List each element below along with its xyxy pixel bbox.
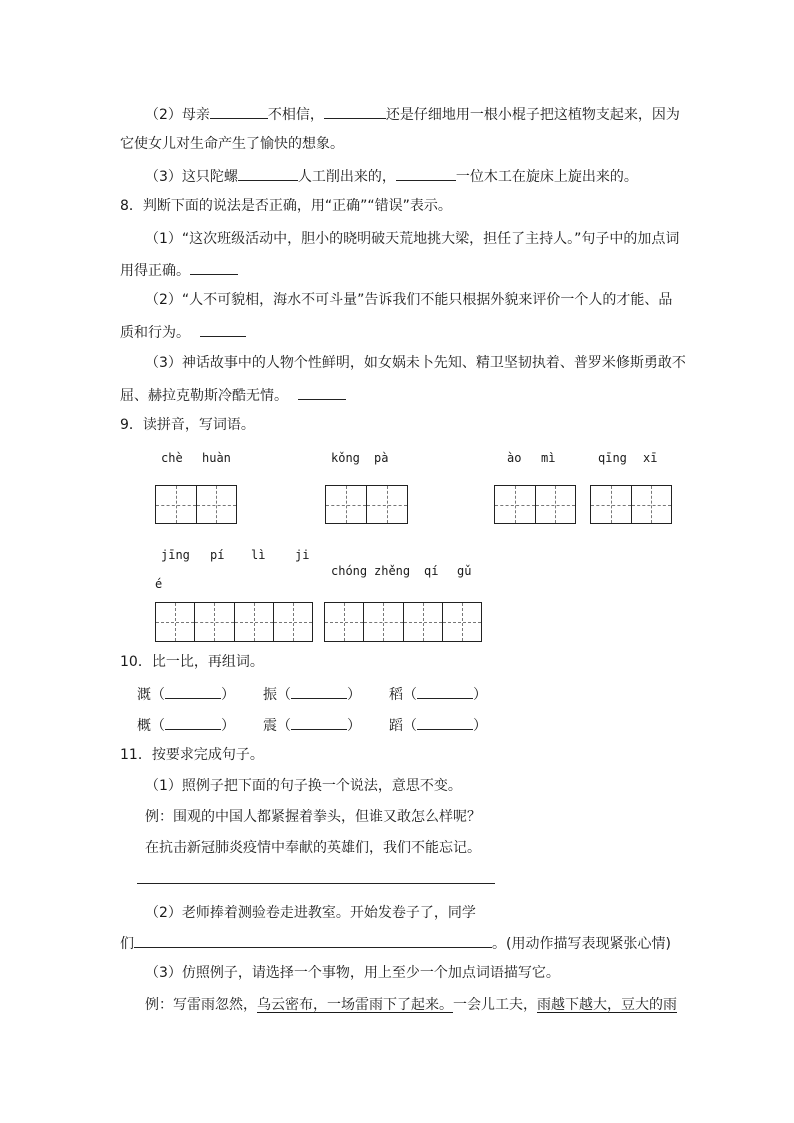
word-blank[interactable] <box>417 714 473 730</box>
grid-cell[interactable] <box>234 603 273 641</box>
pinyin: huàn <box>202 451 231 465</box>
q10-pair <box>263 714 361 736</box>
pinyin: xī <box>643 451 658 465</box>
paren: ） <box>221 718 235 734</box>
q11-item1: （1）照例子把下面的句子换一个说法，意思不变。 <box>145 778 462 794</box>
text: 。(用动作描写表现紧张心情) <box>492 936 671 952</box>
text: 例：写雷雨忽然， <box>145 997 257 1013</box>
word-blank[interactable] <box>291 683 347 699</box>
writing-grid[interactable] <box>155 485 237 524</box>
word-blank[interactable] <box>291 714 347 730</box>
character-prompt: 稻（ <box>389 687 417 703</box>
pinyin: gǔ <box>457 564 472 578</box>
answer-blank[interactable] <box>134 932 492 948</box>
q11-example3 <box>145 995 677 1015</box>
grid-cell[interactable] <box>363 603 402 641</box>
pinyin: lì <box>251 548 266 562</box>
grid-cell[interactable] <box>156 603 194 641</box>
word-blank[interactable] <box>165 683 221 699</box>
q11-title: 11．按要求完成句子。 <box>120 747 264 763</box>
pinyin: pà <box>374 451 389 465</box>
q11-sentence1: 在抗击新冠肺炎疫情中奉献的英雄们，我们不能忘记。 <box>145 840 481 856</box>
paren: ） <box>473 718 487 734</box>
grid-cell[interactable] <box>156 486 196 523</box>
pinyin: ào <box>507 451 522 465</box>
fill-blank[interactable] <box>238 165 298 181</box>
underlined-phrase: 豆大的雨 <box>621 997 677 1013</box>
character-prompt: 震（ <box>263 718 291 734</box>
q11-item3: （3）仿照例子，请选择一个事物，用上至少一个加点词语描写它。 <box>145 965 560 981</box>
writing-grid[interactable] <box>590 485 672 524</box>
underlined-phrase: 乌云密布，一场雷雨下了起来。 <box>257 997 453 1013</box>
paren: ） <box>221 687 235 703</box>
text: 们 <box>120 936 134 952</box>
q10-title: 10．比一比，再组词。 <box>120 654 264 670</box>
grid-cell[interactable] <box>273 603 312 641</box>
pinyin: mì <box>541 451 556 465</box>
q10-pair <box>137 714 235 736</box>
text: 人工削出来的， <box>297 169 396 185</box>
answer-blank[interactable] <box>200 321 246 337</box>
grid-cell[interactable] <box>495 486 535 523</box>
q10-pair <box>263 683 361 705</box>
q8-item3-line2 <box>120 384 346 406</box>
q7-item2-line1 <box>145 103 680 125</box>
pinyin: kǒng <box>331 451 360 465</box>
grid-cell[interactable] <box>366 486 407 523</box>
grid-cell[interactable] <box>325 603 363 641</box>
grid-cell[interactable] <box>403 603 442 641</box>
character-prompt: 蹈（ <box>389 718 417 734</box>
writing-grid[interactable] <box>155 602 313 642</box>
grid-cell[interactable] <box>326 486 366 523</box>
answer-blank[interactable] <box>298 384 346 400</box>
text: 母亲 <box>181 107 210 123</box>
q8-item2-line2 <box>120 321 246 343</box>
pinyin: chóng <box>331 564 368 578</box>
grid-cell[interactable] <box>442 603 481 641</box>
item-number: （3） <box>145 169 182 185</box>
text: 还是仔细地用一根小棍子把这植物支起来，因为 <box>385 107 680 123</box>
pinyin: zhěng <box>374 564 411 578</box>
writing-grid[interactable] <box>325 485 408 524</box>
text: 质和行为。 <box>120 325 190 341</box>
pinyin: qí <box>424 564 439 578</box>
q8-title: 8．判断下面的说法是否正确，用“正确”“错误”表示。 <box>120 198 452 214</box>
paren: ） <box>347 687 361 703</box>
q8-item3-line1: （3）神话故事中的人物个性鲜明，如女娲未卜先知、精卫坚韧执着、普罗米修斯勇敢不 <box>145 355 686 371</box>
text: 不相信， <box>267 107 324 123</box>
fill-blank[interactable] <box>396 165 456 181</box>
grid-cell[interactable] <box>631 486 672 523</box>
writing-grid[interactable] <box>324 602 482 642</box>
writing-grid[interactable] <box>494 485 576 524</box>
fill-blank[interactable] <box>324 103 386 119</box>
text: 这只陀螺 <box>181 169 238 185</box>
pinyin: pí <box>210 548 225 562</box>
text: 屈、赫拉克勒斯冷酷无情。 <box>120 388 288 404</box>
pinyin: jīng <box>161 548 190 562</box>
character-prompt: 概（ <box>137 718 165 734</box>
paren: ） <box>473 687 487 703</box>
q9-title: 9．读拼音，写词语。 <box>120 417 255 433</box>
grid-cell[interactable] <box>535 486 576 523</box>
q10-pair <box>389 714 487 736</box>
pinyin: é <box>155 577 163 591</box>
answer-blank[interactable] <box>190 259 238 275</box>
grid-cell[interactable] <box>196 486 237 523</box>
q8-item1-line1: （1）“这次班级活动中，胆小的晓明破天荒地挑大梁，担任了主持人。”句子中的加点词 <box>145 231 680 247</box>
pinyin: qīng <box>598 451 627 465</box>
word-blank[interactable] <box>417 683 473 699</box>
q7-item2-line2: 它使女儿对生命产生了愉快的想象。 <box>120 136 344 152</box>
character-prompt: 振（ <box>263 687 291 703</box>
q10-pair <box>137 683 235 705</box>
pinyin: ji <box>295 548 310 562</box>
q10-pair <box>389 683 487 705</box>
character-prompt: 溉（ <box>137 687 165 703</box>
underlined-phrase: 雨越下越大， <box>537 997 621 1013</box>
q11-item2-line1: （2）老师捧着测验卷走进教室。开始发卷子了，同学 <box>145 905 476 921</box>
text: 一位木工在旋床上旋出来的。 <box>455 169 638 185</box>
fill-blank[interactable] <box>210 103 268 119</box>
q11-item2-line2 <box>120 932 671 954</box>
answer-line[interactable] <box>137 883 495 884</box>
q8-item2-line1: （2）“人不可貌相，海水不可斗量”告诉我们不能只根据外貌来评价一个人的才能、品 <box>145 292 673 308</box>
text: 用得正确。 <box>120 263 190 279</box>
item-number: （2） <box>145 107 182 123</box>
word-blank[interactable] <box>165 714 221 730</box>
text: 一会儿工夫， <box>453 997 537 1013</box>
paren: ） <box>347 718 361 734</box>
q11-example1: 例：围观的中国人都紧握着拳头，但谁又敢怎么样呢？ <box>145 809 481 825</box>
pinyin: chè <box>161 451 183 465</box>
q8-item1-line2 <box>120 259 238 281</box>
grid-cell[interactable] <box>194 603 233 641</box>
q7-item3-line <box>145 165 638 187</box>
grid-cell[interactable] <box>591 486 631 523</box>
